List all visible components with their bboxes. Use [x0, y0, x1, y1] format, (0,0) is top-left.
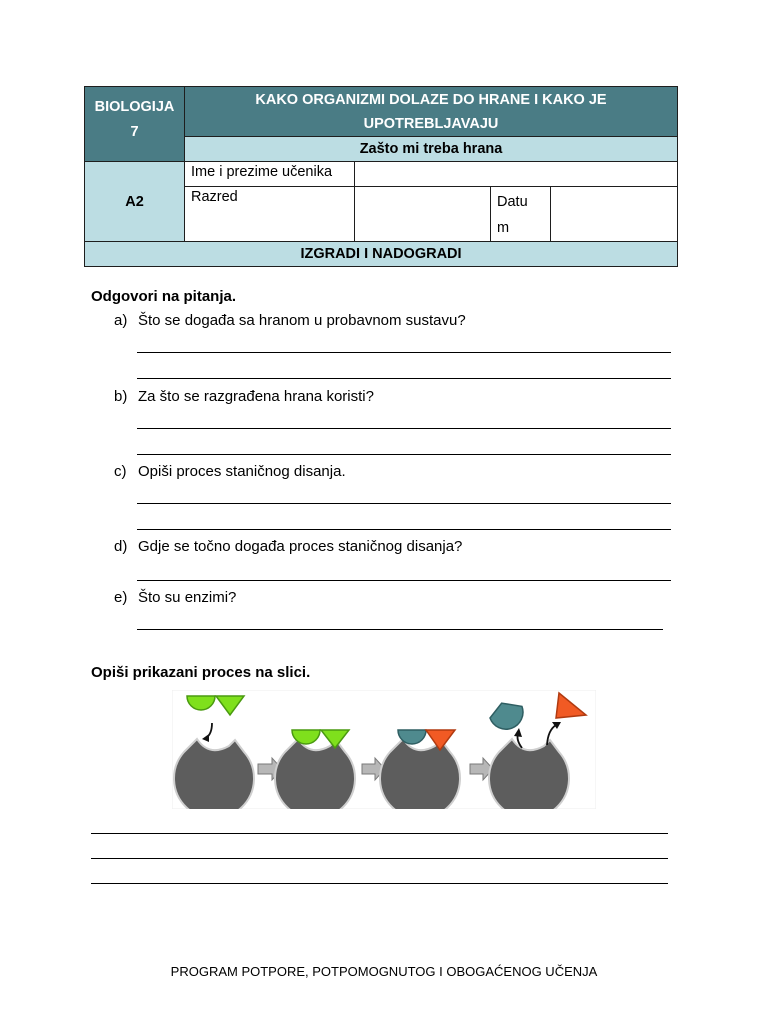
answer-line[interactable] [91, 883, 668, 884]
class-field[interactable] [355, 187, 491, 242]
answer-line[interactable] [91, 833, 668, 834]
enzyme-shape [174, 739, 254, 809]
question-d [114, 538, 462, 555]
answer-line[interactable] [91, 858, 668, 859]
enzyme-shape [380, 739, 460, 809]
name-field[interactable] [355, 162, 678, 187]
question-a [114, 312, 466, 329]
question-text: Gdje se točno događa proces staničnog disanja? [138, 538, 463, 555]
answer-line[interactable] [137, 352, 671, 353]
date-label-1: Datu [497, 194, 528, 210]
page-footer: PROGRAM POTPORE, POTPOMOGNUTOG I OBOGAĆENOG UČENJA [170, 964, 598, 979]
figure-heading: Opiši prikazani proces na slici. [91, 664, 311, 681]
answer-line[interactable] [137, 580, 671, 581]
question-text: Što se događa sa hranom u probavnom sustavu? [138, 312, 466, 329]
date-label-2: m [497, 220, 510, 236]
subject-cell [85, 87, 185, 162]
level-cell [85, 162, 185, 242]
grade: 7 [130, 124, 139, 140]
answer-line[interactable] [137, 629, 663, 630]
answer-line[interactable] [137, 529, 671, 530]
answer-line[interactable] [137, 428, 671, 429]
class-label: Razred [191, 189, 238, 205]
worksheet-title-line2: UPOTREBLJAVAJU [363, 115, 499, 132]
enzyme-process-diagram [172, 690, 596, 809]
worksheet-header [84, 86, 678, 267]
answer-line[interactable] [137, 503, 671, 504]
section-heading: IZGRADI I NADOGRADI [300, 246, 462, 262]
question-text: Opiši proces staničnog disanja. [138, 463, 346, 480]
question-text: Što su enzimi? [138, 589, 237, 606]
question-letter: d) [114, 538, 128, 555]
date-field[interactable] [551, 187, 678, 242]
name-label-cell [185, 162, 355, 187]
question-letter: b) [114, 388, 128, 405]
question-e [114, 589, 236, 606]
enzyme-shape [275, 739, 355, 809]
level: A2 [125, 193, 144, 210]
answer-line[interactable] [137, 454, 671, 455]
class-label-cell [185, 187, 355, 242]
question-letter: a) [114, 312, 128, 329]
question-b [114, 388, 374, 405]
question-text: Za što se razgrađena hrana koristi? [138, 388, 374, 405]
date-label-cell [491, 187, 551, 242]
worksheet-title-line1: KAKO ORGANIZMI DOLAZE DO HRANE I KAKO JE [255, 91, 607, 108]
answer-line[interactable] [137, 378, 671, 379]
enzyme-shape [489, 739, 569, 809]
subject: BIOLOGIJA [94, 99, 175, 115]
subtitle-cell [185, 137, 678, 162]
name-label: Ime i prezime učenika [191, 164, 333, 180]
question-letter: c) [114, 463, 127, 480]
questions-heading: Odgovori na pitanja. [91, 288, 237, 305]
worksheet-subtitle: Zašto mi treba hrana [359, 141, 503, 157]
title-cell [185, 87, 678, 137]
question-c [114, 463, 346, 480]
section-cell [85, 242, 678, 267]
question-letter: e) [114, 589, 128, 606]
